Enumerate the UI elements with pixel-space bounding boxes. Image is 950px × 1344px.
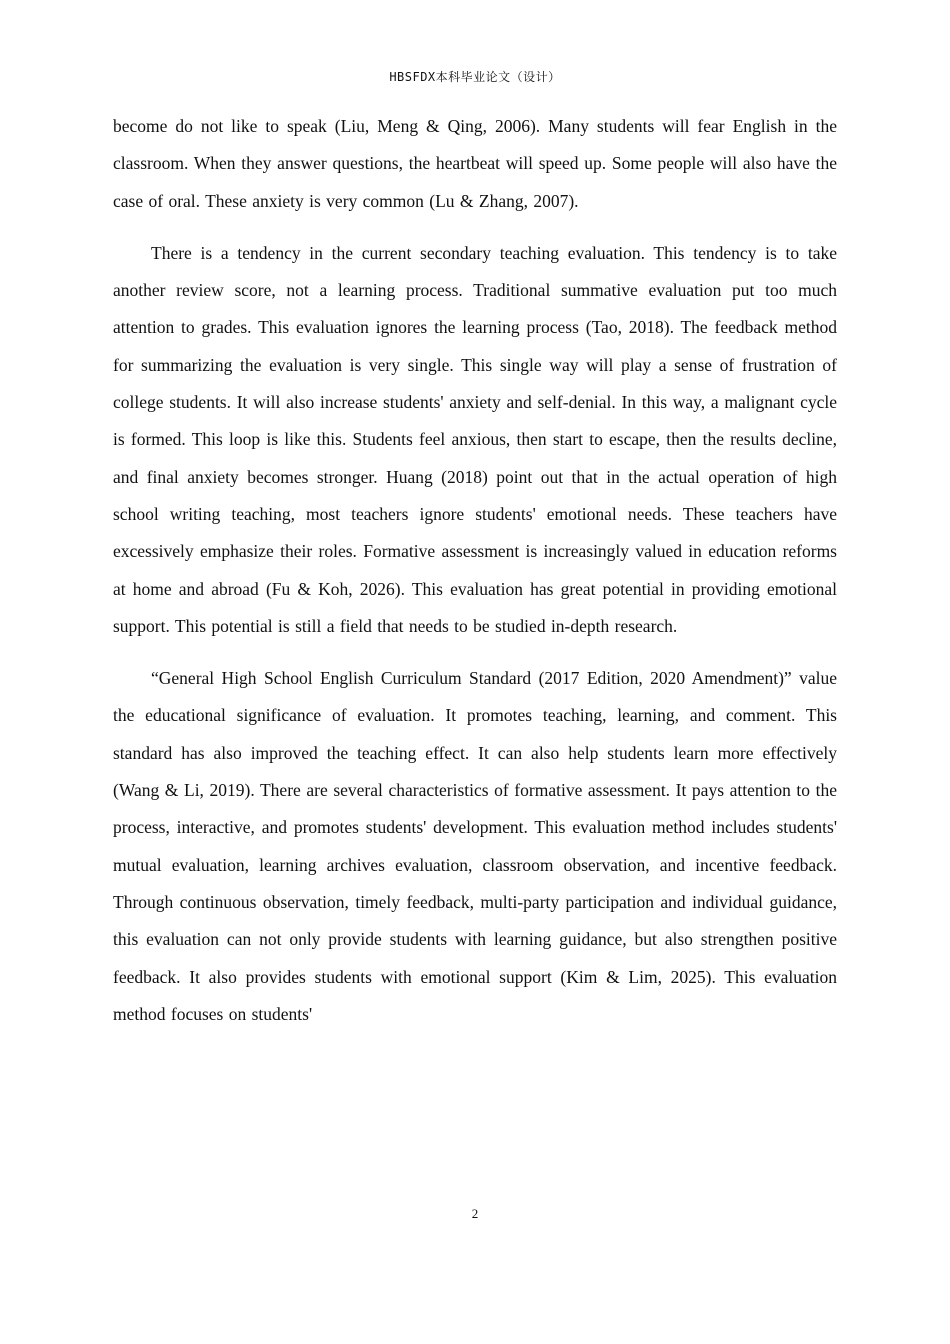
paragraph-curriculum-standard: “General High School English Curriculum Standard (2017 Edition, 2020 Amendment)” value the educational significance of evaluation. It promotes teaching, learning, and comment. This standard has also improved the teaching effect. It can also help students learn more effectively (Wang & Li, 2019). There are several characteristics of formative assessment. It pays attention to the process, interactive, and promotes students' development. This evaluation method includes students' mutual evaluation, learning archives evaluation, classroom observation, and incentive feedback. Through continuous observation, timely feedback, multi-party participation and individual guidance, this evaluation can not only provide students with learning guidance, but also strengthen positive feedback. It also provides students with emotional support (Kim & Lim, 2025). This evaluation method focuses on students' — [113, 668, 837, 1024]
body-text — [113, 108, 837, 1048]
paragraph-evaluation-tendency: There is a tendency in the current secondary teaching evaluation. This tendency is to take another review score, not a learning process. Traditional summative evaluation put too much attention to grades. This evaluation ignores the learning process (Tao, 2018). The feedback method for summarizing the evaluation is very single. This single way will play a sense of frustration of college students. It will also increase students' anxiety and self-denial. In this way, a malignant cycle is formed. This loop is like this. Students feel anxious, then start to escape, then the results decline, and final anxiety becomes stronger. Huang (2018) point out that in the actual operation of high school writing teaching, most teachers ignore students' emotional needs. These teachers have excessively emphasize their roles. Formative assessment is increasingly valued in education reforms at home and abroad (Fu & Koh, 2026). This evaluation has great potential in providing emotional support. This potential is still a field that needs to be studied in-depth research. — [113, 242, 837, 636]
page-number: 2 — [471, 1206, 479, 1221]
running-header: HBSFDX本科毕业论文（设计） — [389, 70, 561, 84]
paragraph-continuation: become do not like to speak (Liu, Meng & Qing, 2006). Many students will fear English in the classroom. When they answer questions, the heartbeat will speed up. Some people will also have the case of oral. These anxiety is very common (Lu & Zhang, 2007). — [113, 116, 837, 211]
